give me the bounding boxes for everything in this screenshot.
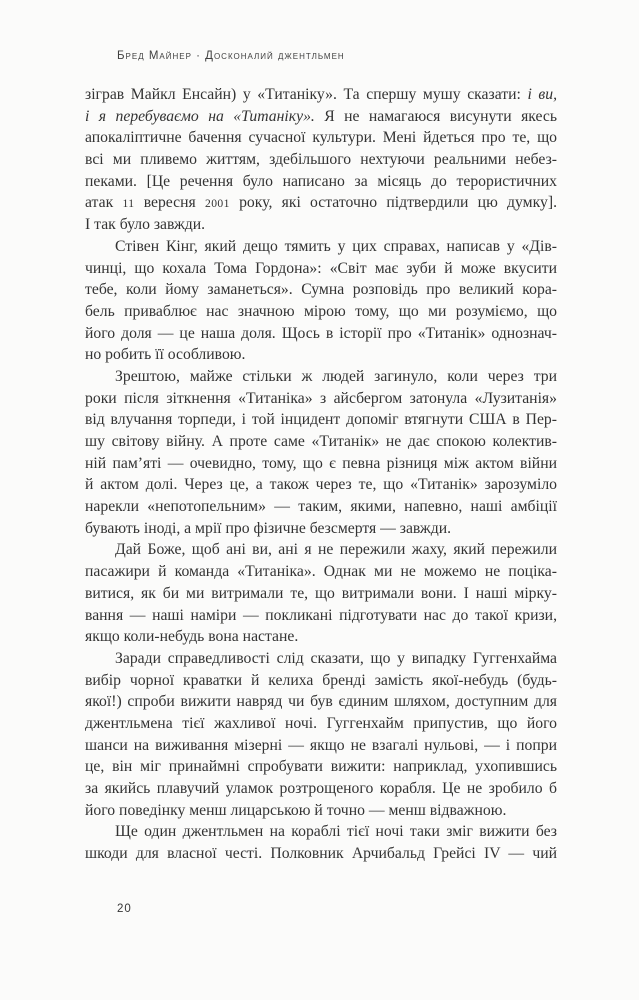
text-segment: пеками. [Це речення було написано за місяць до терористичних — [85, 172, 557, 190]
paragraph — [85, 84, 557, 236]
text-segment: чинці, що кохала Тома Гордона»: «Світ має зуби й може вкусити — [85, 259, 557, 277]
text-line — [85, 409, 557, 431]
text-line — [85, 539, 557, 561]
text-segment: роки після зіткнення «Титаніка» з айсбергом затонула «Лузитанія» — [85, 389, 557, 407]
text-segment: вибір чорної краватки й келиха бренді замість якої-небудь (будь- — [85, 671, 557, 689]
text-line — [85, 431, 557, 453]
text-segment: нарекли «непотопельним» — таким, якими, напевно, наші амбіції — [85, 498, 557, 516]
text-segment: й актом долі. Через це, а також через те, що «Титанік» зарозуміло — [85, 476, 557, 494]
text-line — [85, 279, 557, 301]
text-line — [85, 301, 557, 323]
text-line — [85, 778, 557, 800]
text-segment: І так було завжди. — [85, 216, 206, 234]
text-segment: його поведінку менш лицарською й точно — менш відважною. — [85, 801, 507, 819]
text-segment: Стівен Кінг, який дещо тямить у цих справах, написав у «Дів- — [115, 237, 557, 255]
text-segment: шанси на виживання мізерні — якщо не взагалі нульові, — і попри — [85, 736, 557, 754]
text-segment: джентльмена тієї жахливої ночі. Гуггенхайм припустив, що його — [85, 714, 557, 732]
text-segment: року, які остаточно підтвердили цю думку]. — [229, 194, 557, 212]
text-segment: Ще один джентльмен на кораблі тієї ночі таки зміг вижити без — [115, 823, 557, 841]
text-line — [85, 388, 557, 410]
text-segment: за якийсь плавучий уламок розтрощеного корабля. Це не зробило б — [85, 780, 557, 797]
text-segment: це, він міг принаймні спробувати вижити: наприклад, ухопившись — [85, 758, 557, 776]
text-line — [85, 626, 557, 648]
oldstyle-numeral: 2001 — [205, 197, 230, 211]
text-segment: ній пам’яті — очевидно, тому, що є певна різниця між актом війни — [85, 454, 557, 472]
text-line — [85, 691, 557, 713]
text-line — [85, 735, 557, 757]
italic-text-segment: і я перебуваємо на «Титаніку». — [85, 107, 315, 125]
running-header: Бред Майнер · Досконалий джентльмен — [117, 50, 345, 62]
text-line — [85, 821, 557, 843]
text-line — [85, 605, 557, 627]
text-line — [85, 214, 557, 236]
text-line — [85, 84, 557, 106]
text-line — [85, 496, 557, 518]
text-segment: вання — наші наміри — покликані підготувати нас до такої кризи, — [85, 606, 557, 624]
paragraph — [85, 366, 557, 540]
text-segment: його доля — це наша доля. Щось в історії про «Титанік» однознач- — [85, 324, 557, 342]
text-segment: Я не намагаюся висунути якесь — [314, 107, 557, 125]
text-line — [85, 518, 557, 540]
text-segment: бувають іноді, а мрії про фізичне безсмертя — завжди. — [85, 519, 452, 537]
text-segment: Заради справедливості слід сказати, що у випадку Гуггенхайма — [115, 649, 557, 667]
paragraph — [85, 821, 557, 864]
text-segment: но робить її особливою. — [85, 346, 246, 364]
paragraph — [85, 539, 557, 647]
page-number: 20 — [117, 903, 132, 915]
text-segment: апокаліптичне бачення сучасної культури. Мені йдеться про те, що — [85, 129, 557, 147]
text-line — [85, 366, 557, 388]
text-line — [85, 713, 557, 735]
text-segment: тебе, коли йому заманеться». Сумна розповідь про великий кора- — [85, 281, 557, 299]
body-text — [85, 84, 557, 865]
text-line — [85, 236, 557, 258]
text-segment: бель приваблює нас значною мірою тому, що ми розуміємо, що — [85, 302, 557, 320]
oldstyle-numeral: 11 — [122, 197, 135, 211]
text-line — [85, 800, 557, 822]
text-segment: якщо коли-небудь вона настане. — [85, 628, 299, 646]
paragraph — [85, 236, 557, 366]
text-line — [85, 192, 557, 214]
text-segment: Дай Боже, щоб ані ви, ані я не пережили жаху, який пережили — [115, 541, 557, 559]
text-line — [85, 670, 557, 692]
text-line — [85, 648, 557, 670]
text-line — [85, 127, 557, 149]
text-line — [85, 149, 557, 171]
text-line — [85, 843, 557, 865]
text-segment: якої!) спроби вижити навряд чи був єдиним шляхом, доступним для — [85, 693, 557, 711]
text-segment: від влучання торпеди, і той інцидент допоміг втягнути США в Пер- — [85, 411, 557, 429]
paragraph — [85, 648, 557, 822]
text-line — [85, 453, 557, 475]
text-line — [85, 106, 557, 128]
text-line — [85, 171, 557, 193]
text-segment: вересня — [134, 194, 205, 212]
text-line — [85, 258, 557, 280]
text-segment: атак — [85, 194, 123, 212]
text-segment: шу світову війну. А проте саме «Титанік» не дає спокою колектив- — [85, 433, 557, 450]
text-segment: витися, як би ми витримали те, що витримали вони. І наші мірку- — [85, 584, 557, 602]
text-line — [85, 323, 557, 345]
text-segment: всі ми пливемо життям, здебільшого нехтуючи реальними небез- — [85, 151, 557, 169]
text-segment: зіграв Майкл Енсайн) у «Титаніку». Та спершу мушу сказати: — [85, 86, 528, 103]
text-line — [85, 756, 557, 778]
text-line — [85, 474, 557, 496]
text-segment: шкоди для власної честі. Полковник Арчибальд Грейсі IV — чий — [85, 845, 557, 863]
text-line — [85, 344, 557, 366]
text-line — [85, 561, 557, 583]
italic-text-segment: і ви, — [527, 86, 557, 103]
text-segment: Зрештою, майже стільки ж людей загинуло, коли через три — [115, 367, 557, 385]
text-segment: пасажири й команда «Титаніка». Однак ми не можемо не поціка- — [85, 563, 557, 581]
text-line — [85, 583, 557, 605]
